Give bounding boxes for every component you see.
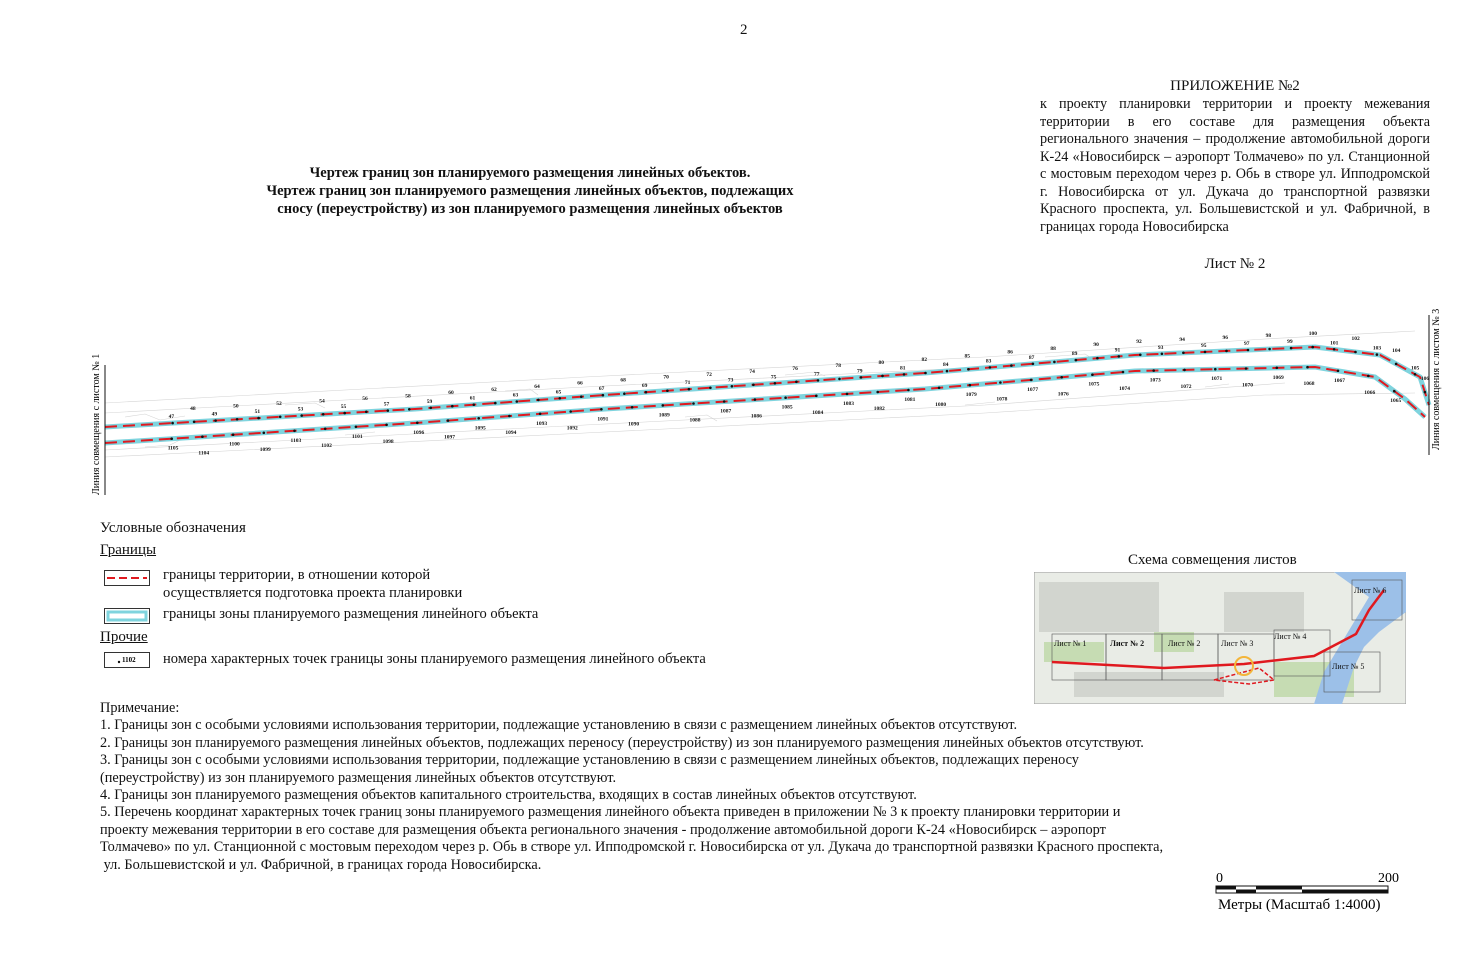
boundary-point-marker: [279, 416, 282, 419]
point-number-sample: 1102: [122, 656, 136, 664]
appendix-line: створе ул. Ипподромской г. Новосибирска от ул. Дукача: [1040, 166, 1430, 200]
point-number-swatch: [104, 652, 150, 668]
drawing-title-line: сносу (переустройству) из зон планируемого размещения линейных объектов: [277, 201, 783, 217]
boundary-point-marker: [477, 417, 480, 420]
boundary-point-marker: [1214, 368, 1217, 371]
boundary-point-label: 84: [943, 362, 949, 369]
boundary-point-label: 1103: [290, 437, 302, 444]
boundary-point-label: 86: [1007, 349, 1013, 356]
scale-bar-segment: [1256, 886, 1302, 890]
appendix-line: города Новосибирска: [1098, 218, 1229, 235]
boundary-point-marker: [1122, 371, 1125, 374]
boundary-point-marker: [1010, 364, 1013, 367]
boundary-point-marker: [666, 389, 669, 392]
boundary-point-label: 1098: [382, 438, 394, 445]
boundary-point-label: 49: [211, 411, 218, 418]
legend-other-heading: Прочие: [100, 629, 148, 645]
boundary-point-marker: [1290, 347, 1293, 350]
boundary-point-marker: [214, 419, 217, 422]
boundary-point-marker: [815, 395, 818, 398]
boundary-point-marker: [171, 422, 174, 425]
boundary-point-label: 1083: [843, 400, 854, 407]
zone-boundary-lower: [105, 367, 1425, 443]
boundary-point-label: 1078: [996, 396, 1008, 403]
boundary-point-marker: [876, 391, 879, 394]
boundary-point-marker: [236, 418, 239, 421]
scale-start: 0: [1216, 871, 1223, 886]
boundary-point-label: 66: [577, 380, 583, 387]
boundary-point-label: 89: [1071, 351, 1078, 358]
boundary-point-label: 1101: [351, 433, 363, 440]
boundary-point-marker: [257, 417, 260, 420]
boundary-point-label: 1099: [259, 446, 271, 453]
scheme-title: Схема совмещения листов: [1128, 552, 1297, 568]
boundary-point-label: 61: [469, 395, 476, 402]
boundary-point-label: 1072: [1180, 383, 1192, 390]
boundary-point-label: 94: [1179, 336, 1185, 343]
match-line-right-label: Линия совмещения с листом № 3: [1431, 308, 1442, 450]
boundary-point-label: 1087: [720, 408, 732, 415]
boundary-point-label: 90: [1093, 342, 1099, 349]
boundary-point-label: 1067: [1334, 377, 1345, 384]
sheet-layout-scheme: [1034, 572, 1406, 704]
boundary-point-marker: [1060, 376, 1063, 379]
boundary-point-marker: [774, 382, 777, 385]
boundary-point-marker: [946, 370, 949, 373]
boundary-point-label: 1081: [904, 397, 916, 403]
boundary-point-label: 1096: [413, 429, 425, 436]
boundary-point-label: 1073: [1149, 377, 1161, 384]
boundary-point-label: 1104: [198, 450, 210, 457]
boundary-point-marker: [1139, 354, 1142, 357]
boundary-point-marker: [1276, 367, 1279, 370]
scheme-sheet-label: Лист № 4: [1274, 632, 1307, 641]
boundary-point-marker: [817, 379, 820, 382]
boundary-point-label: 83: [985, 358, 992, 365]
sheet-label: Лист № 2: [1204, 256, 1266, 272]
boundary-point-marker: [723, 400, 726, 403]
boundary-point-marker: [1225, 350, 1228, 353]
legend-heading: Условные обозначения: [100, 520, 246, 536]
page-number: 2: [740, 22, 748, 38]
boundary-point-label: 101: [1330, 340, 1339, 347]
boundary-point-label: 1097: [444, 434, 455, 441]
boundary-point-label: 1090: [628, 421, 640, 428]
boundary-point-marker: [385, 424, 388, 427]
boundary-point-label: 88: [1050, 345, 1056, 352]
boundary-point-marker: [1245, 367, 1248, 370]
boundary-point-label: 1068: [1303, 381, 1315, 388]
boundary-point-label: 99: [1287, 339, 1293, 346]
boundary-point-marker: [1333, 348, 1336, 351]
note-line: ул. Большевистской и ул. Фабричной, в границах города Новосибирска.: [100, 856, 542, 873]
boundary-point-label: 69: [641, 383, 648, 390]
boundary-point-marker: [387, 409, 390, 412]
drawing-title: [180, 164, 880, 218]
boundary-point-marker: [967, 368, 970, 371]
boundary-point-marker: [1395, 363, 1398, 366]
boundary-point-label: 56: [362, 395, 368, 402]
boundary-point-marker: [569, 410, 572, 413]
appendix-line: ул. Станционной с мостовым переходом через р. Обь в: [1040, 148, 1431, 182]
boundary-point-marker: [662, 404, 665, 407]
scale-bar-segment: [1216, 886, 1236, 890]
note-line: 2. Границы зон планируемого размещения линейных объектов, подлежащих переносу (переустройству) из зон планируемого размещения линейных объектов отсутствуют.: [100, 734, 1144, 751]
boundary-point-label: 77: [814, 371, 820, 378]
boundary-point-marker: [731, 385, 734, 388]
boundary-point-marker: [1268, 348, 1271, 351]
boundary-point-marker: [324, 428, 327, 431]
boundary-point-label: 50: [233, 403, 239, 410]
boundary-point-marker: [508, 415, 511, 418]
boundary-point-label: 1065: [1390, 398, 1402, 405]
scheme-sheet-label: Лист № 2: [1168, 639, 1201, 648]
boundary-point-marker: [447, 419, 450, 422]
cyan-box-swatch: [104, 608, 150, 624]
boundary-point-label: 74: [749, 368, 755, 375]
boundary-point-marker: [907, 389, 910, 392]
boundary-point-marker: [1414, 373, 1417, 376]
boundary-point-marker: [193, 421, 196, 424]
note-line: проекту межевания территории в его составе для размещения объекта регионального значения - продолжение автомобильной дороги К-24 «Новосибирск – аэропорт: [100, 821, 1106, 838]
boundary-point-label: 1069: [1272, 374, 1284, 381]
boundary-point-marker: [580, 395, 583, 398]
boundary-point-marker: [201, 435, 204, 438]
boundary-point-label: 78: [835, 362, 841, 369]
boundary-point-label: 80: [878, 359, 884, 366]
legend-item-text: осуществляется подготовка проекта планировки: [163, 585, 463, 601]
boundary-point-marker: [784, 396, 787, 399]
scale-bar-segment: [1236, 890, 1256, 894]
boundary-point-label: 47: [168, 414, 175, 421]
boundary-point-marker: [1075, 359, 1078, 362]
scale-bar-segment: [1302, 890, 1388, 894]
boundary-point-label: 1079: [965, 392, 977, 399]
boundary-point-label: 106: [1420, 376, 1430, 383]
boundary-point-label: 1093: [536, 420, 548, 427]
boundary-point-marker: [539, 413, 542, 416]
boundary-point-label: 1077: [1027, 386, 1039, 393]
boundary-point-marker: [938, 387, 941, 390]
boundary-point-marker: [263, 432, 266, 435]
boundary-point-marker: [300, 414, 303, 417]
note-line: 3. Границы зон с особыми условиями использования территории, подлежащие установлению в связи с размещением линейных объектов, подлежащих переносу: [100, 752, 1079, 769]
boundary-point-label: 75: [770, 374, 777, 381]
boundary-point-label: 70: [663, 374, 669, 381]
boundary-point-marker: [1152, 369, 1155, 372]
boundary-point-marker: [924, 372, 927, 375]
boundary-point-marker: [860, 376, 863, 379]
notes: [100, 700, 1360, 874]
boundary-point-label: 1076: [1057, 391, 1069, 398]
boundary-point-label: 55: [340, 404, 347, 411]
scale-caption: Метры (Масштаб 1:4000): [1218, 897, 1381, 913]
boundary-point-marker: [754, 398, 757, 401]
boundary-point-label: 102: [1351, 336, 1360, 342]
scale-bar: [1210, 868, 1410, 928]
boundary-point-marker: [838, 378, 841, 381]
boundary-point-marker: [355, 426, 358, 429]
note-line: 5. Перечень координат характерных точек границ зоны планируемого размещения линейного объекта приведен в приложении № 3 к проекту планировки территории и: [100, 804, 1121, 821]
boundary-point-label: 68: [620, 377, 626, 384]
boundary-point-marker: [645, 391, 648, 394]
boundary-point-marker: [1096, 357, 1099, 360]
appendix-title: ПРИЛОЖЕНИЕ №2: [1170, 78, 1300, 94]
boundary-point-marker: [1306, 366, 1309, 369]
boundary-point-marker: [451, 405, 454, 408]
boundary-point-label: 1085: [781, 404, 793, 411]
appendix-line: к проекту планировки территории и проекту межевания: [1040, 96, 1430, 112]
boundary-point-label: 48: [190, 405, 196, 412]
appendix-line: до транспортной развязки Красного проспекта,: [1040, 183, 1430, 217]
boundary-point-marker: [293, 430, 296, 433]
boundary-point-marker: [709, 387, 712, 390]
boundary-point-marker: [416, 422, 419, 425]
boundary-point-label: 1102: [321, 442, 332, 449]
boundary-point-marker: [631, 406, 634, 409]
appendix-text: [1040, 96, 1430, 236]
boundary-point-label: 58: [405, 393, 411, 400]
boundary-point-label: 105: [1411, 365, 1420, 372]
boundary-point-label: 1070: [1242, 382, 1253, 389]
boundary-point-marker: [408, 408, 411, 411]
boundary-point-marker: [1204, 351, 1207, 354]
boundary-point-label: 52: [276, 400, 282, 407]
boundary-point-marker: [692, 402, 695, 405]
boundary-point-label: 1089: [658, 412, 670, 419]
boundary-point-marker: [1393, 390, 1396, 393]
boundary-point-marker: [365, 411, 368, 414]
scheme-sheet-label: Лист № 5: [1332, 662, 1365, 671]
boundary-point-marker: [1161, 353, 1164, 356]
match-line-left-label: Линия совмещения с листом № 1: [91, 353, 102, 495]
legend-borders-heading: Границы: [100, 542, 157, 558]
boundary-point-label: 82: [921, 357, 927, 363]
boundary-point-label: 59: [426, 398, 433, 405]
boundary-point-label: 71: [684, 380, 691, 387]
corridor-map: [85, 305, 1445, 505]
boundary-point-marker: [1182, 352, 1185, 355]
boundary-point-label: 64: [534, 383, 540, 390]
boundary-point-marker: [989, 366, 992, 369]
boundary-point-marker: [602, 394, 605, 397]
boundary-point-label: 1082: [873, 406, 885, 412]
boundary-point-label: 1091: [597, 416, 609, 423]
boundary-point-label: 63: [512, 392, 519, 399]
boundary-point-marker: [600, 408, 603, 411]
scheme-sheet-label: Лист № 1: [1054, 639, 1087, 648]
boundary-point-marker: [1118, 355, 1121, 358]
boundary-point-marker: [1424, 391, 1427, 394]
boundary-point-label: 1100: [229, 441, 240, 448]
boundary-point-label: 67: [598, 386, 605, 393]
boundary-point-marker: [343, 412, 346, 415]
boundary-point-label: 76: [792, 365, 798, 372]
boundary-point-marker: [623, 392, 626, 395]
boundary-point-label: 1086: [750, 413, 762, 420]
red-dashed-swatch: [104, 570, 150, 586]
boundary-point-marker: [903, 373, 906, 376]
boundary-point-label: 1088: [689, 417, 701, 424]
boundary-point-marker: [232, 433, 235, 436]
boundary-point-marker: [1337, 370, 1340, 373]
boundary-point-label: 65: [555, 389, 562, 396]
boundary-point-label: 1080: [935, 401, 947, 408]
boundary-point-marker: [1032, 363, 1035, 366]
boundary-point-label: 1074: [1119, 386, 1130, 392]
drawing-title-line: Чертеж границ зон планируемого размещения линейных объектов.: [309, 165, 751, 181]
boundary-point-label: 97: [1244, 341, 1250, 347]
boundary-point-marker: [494, 402, 497, 405]
boundary-point-label: 100: [1308, 331, 1317, 338]
boundary-point-marker: [473, 403, 476, 406]
note-line: (переустройству) из зон планируемого размещения линейных объектов отсутствуют.: [100, 769, 617, 786]
boundary-point-marker: [1183, 369, 1186, 372]
boundary-point-label: 57: [383, 401, 390, 408]
boundary-point-label: 104: [1392, 347, 1401, 354]
appendix-line: ул. Большевистской и ул. Фабричной, в границах: [1040, 201, 1430, 235]
boundary-point-label: 98: [1265, 333, 1272, 339]
boundary-point-label: 85: [964, 353, 970, 360]
boundary-point-label: 1092: [566, 425, 578, 432]
appendix-line: регионального значения – продолжение автомобильной: [1040, 131, 1383, 147]
note-line: 1. Границы зон с особыми условиями использования территории, подлежащие установлению в связи с размещением линейных объектов отсутствуют.: [100, 717, 1018, 734]
boundary-point-marker: [1376, 353, 1379, 356]
boundary-point-marker: [1247, 349, 1250, 352]
boundary-point-label: 92: [1136, 338, 1142, 345]
boundary-point-label: 54: [319, 398, 325, 405]
boundary-point-marker: [1354, 351, 1357, 354]
boundary-point-marker: [537, 399, 540, 402]
scheme-sheet-label-current: Лист № 2: [1110, 639, 1145, 648]
notes-heading: Примечание:: [100, 700, 180, 716]
boundary-point-marker: [1053, 361, 1056, 364]
boundary-point-label: 72: [706, 371, 712, 378]
boundary-point-marker: [559, 397, 562, 400]
boundary-point-marker: [969, 384, 972, 387]
boundary-point-marker: [170, 437, 173, 440]
boundary-point-label: 103: [1372, 345, 1382, 352]
boundary-point-label: 79: [857, 368, 863, 375]
boundary-point-label: 60: [448, 390, 454, 397]
appendix-line: дороги К-24 «Новосибирск – аэропорт Толмачево» по: [1040, 131, 1431, 165]
boundary-point-label: 1075: [1088, 381, 1100, 388]
boundary-point-label: 96: [1222, 334, 1228, 341]
boundary-point-marker: [1091, 373, 1094, 376]
scale-end: 200: [1378, 871, 1399, 886]
boundary-point-marker: [881, 375, 884, 378]
boundary-point-marker: [1311, 346, 1314, 349]
boundary-point-marker: [752, 384, 755, 387]
boundary-point-label: 73: [727, 377, 734, 384]
boundary-point-label: 53: [297, 406, 304, 413]
boundary-point-marker: [322, 413, 325, 416]
boundary-point-marker: [795, 381, 798, 384]
boundary-point-label: 91: [1114, 347, 1121, 354]
boundary-point-label: 81: [900, 365, 906, 372]
note-line: 4. Границы зон планируемого размещения объектов капитального строительства, входящих в состав линейных объектов отсутствуют.: [100, 787, 917, 804]
boundary-point-marker: [516, 400, 519, 403]
boundary-point-label: 1066: [1364, 389, 1376, 396]
appendix-line: территории в его составе для размещения объекта: [1040, 113, 1430, 130]
boundary-point-label: 87: [1028, 354, 1035, 361]
legend-item-text: номера характерных точек границы зоны планируемого размещения линейного объекта: [163, 651, 706, 667]
legend-item-text: границы зоны планируемого размещения линейного объекта: [163, 606, 539, 622]
boundary-point-marker: [999, 381, 1002, 384]
boundary-point-marker: [688, 388, 691, 391]
boundary-point-label: 1105: [167, 445, 179, 452]
boundary-point-label: 51: [254, 409, 261, 416]
note-line: Толмачево» по ул. Станционной с мостовым переходом через р. Обь в створе ул. Ипподромской г. Новосибирска от ул. Дукача до транспортной развязки Красного проспекта,: [100, 839, 1164, 856]
boundary-point-label: 1084: [812, 409, 824, 416]
boundary-point-label: 62: [491, 387, 497, 394]
boundary-point-marker: [846, 393, 849, 396]
boundary-point-marker: [1030, 379, 1033, 382]
boundary-point-label: 1071: [1211, 376, 1223, 383]
boundary-point-label: 1094: [505, 430, 517, 436]
drawing-title-line: Чертеж границ зон планируемого размещения линейных объектов, подлежащих: [266, 183, 794, 199]
boundary-point-marker: [1367, 375, 1370, 378]
boundary-point-label: 93: [1157, 344, 1164, 351]
scheme-sheet-label: Лист № 6: [1354, 586, 1387, 595]
boundary-point-label: 1095: [474, 425, 486, 432]
boundary-point-label: 95: [1201, 342, 1207, 349]
boundary-point-marker: [430, 407, 433, 410]
scheme-sheet-label: Лист № 3: [1221, 639, 1254, 648]
legend-item-text: границы территории, в отношении которой: [163, 567, 431, 583]
